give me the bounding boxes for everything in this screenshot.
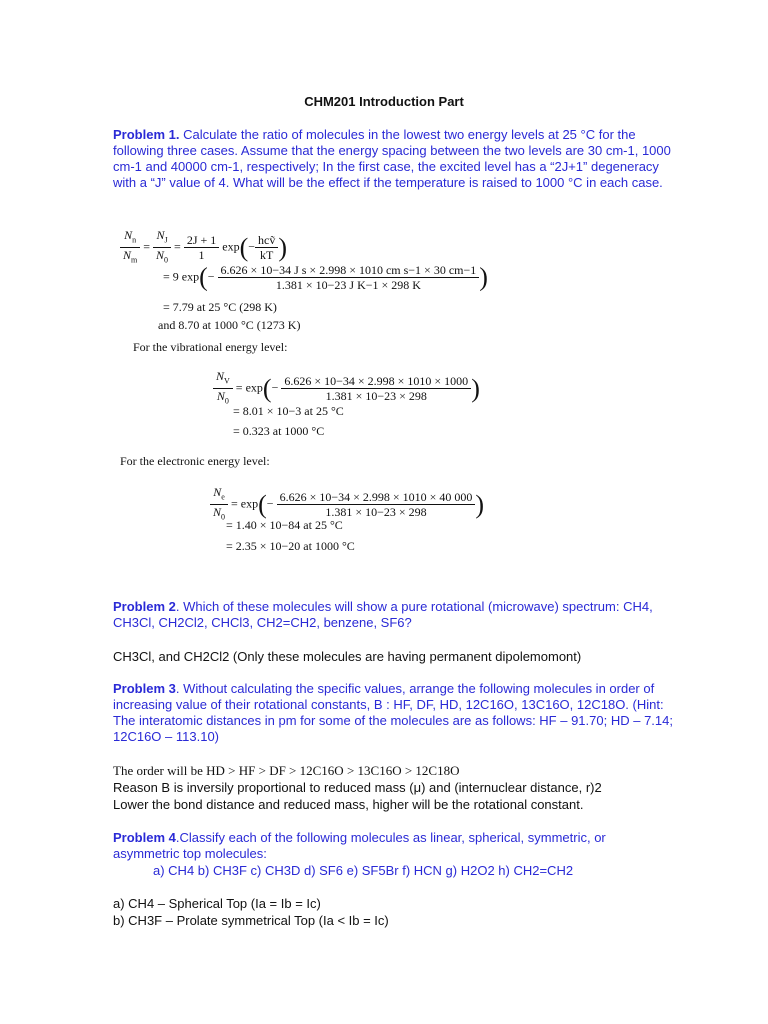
problem-3-reason-1: Reason B is inversily proportional to reduced mass (μ) and (internuclear distance, r)2 xyxy=(113,780,602,795)
problem-1-text: Calculate the ratio of molecules in the lowest two energy levels at 25 °C for the following three cases. Assume that the energy spacing between the two levels are 30 cm-1, 1000 cm-1 and 40000 cm-1, respectively; In the first case, the excited level has a “2J+1” degeneracy with a “J” value of 4. What will be the effect if the temperature is raised to 1000 °C in each case. xyxy=(113,127,671,190)
equation-1-line-1: $\frac{N_n}{N_m}$ = $\frac{N_J}{N_0}$ = $\frac{2J + 1}{1}$ exp(− $\frac{\text{hcṽ}}{kT}$ ) xyxy=(120,228,287,268)
problem-4-text: .Classify each of the following molecules as linear, spherical, symmetric, or asymmetric top molecules: xyxy=(113,830,606,861)
problem-4-list: a) CH4 b) CH3F c) CH3D d) SF6 e) SF5Br f) HCN g) H2O2 h) CH2=CH2 xyxy=(153,863,574,878)
problem-4-answer-a: a) CH4 – Spherical Top (Ia = Ib = Ic) xyxy=(113,896,321,911)
problem-3 xyxy=(113,681,673,745)
problem-2-label: Problem 2 xyxy=(113,599,176,614)
problem-2-answer: CH3Cl, and CH2Cl2 (Only these molecules are having permanent dipolemomont) xyxy=(113,649,582,664)
equation-2-result-1: = 8.01 × 10−3 at 25 °C xyxy=(233,404,344,418)
equation-1-result-1: = 7.79 at 25 °C (298 K) xyxy=(163,300,277,314)
vibrational-label: For the vibrational energy level: xyxy=(133,340,288,354)
page-title: CHM201 Introduction Part xyxy=(304,94,464,109)
equation-1-line-2: = 9 exp(− $\frac{\text{6.626 × 10−34 J s × 2.998 × 1010 cm s−1 × 30 cm−1}}{\text{1.381 × 10−23 J K−1 × 298 K}}$ ) xyxy=(163,262,488,292)
problem-3-reason-2: Lower the bond distance and reduced mass, higher will be the rotational constant. xyxy=(113,797,584,812)
equation-2-result-2: = 0.323 at 1000 °C xyxy=(233,424,325,438)
electronic-label: For the electronic energy level: xyxy=(120,454,270,468)
problem-4-label: Problem 4 xyxy=(113,830,176,845)
problem-3-order: The order will be HD > HF > DF > 12C16O > 13C16O > 12C18O xyxy=(113,763,460,778)
problem-1 xyxy=(113,127,673,191)
equation-3-result-1: = 1.40 × 10−84 at 25 °C xyxy=(226,518,343,532)
problem-4 xyxy=(113,830,673,862)
equation-2: $\frac{N_V}{N_0}$ = exp(− $\frac{6.626 \times 10-34 \times 2.998 \times 1010 \times 1000}{1.381 \times 10-23 \times 298}$ ) xyxy=(213,369,480,409)
equation-3-result-2: = 2.35 × 10−20 at 1000 °C xyxy=(226,539,355,553)
problem-1-label: Problem 1. xyxy=(113,127,180,142)
problem-2-text: . Which of these molecules will show a pure rotational (microwave) spectrum: CH4, CH3Cl, CH2Cl2, CHCl3, CH2=CH2, benzene, SF6? xyxy=(113,599,653,630)
problem-2 xyxy=(113,599,673,631)
equation-1-result-2: and 8.70 at 1000 °C (1273 K) xyxy=(158,318,301,332)
problem-3-text: . Without calculating the specific values, arrange the following molecules in order of increasing value of their rotational constants, B : HF, DF, HD, 12C16O, 13C16O, 12C18O. (Hint: The interatomic distances in pm for some of the molecules are as follows: HF – 91.70; HD – 7.14; 12C16O – 113.10) xyxy=(113,681,673,744)
problem-4-answer-b: b) CH3F – Prolate symmetrical Top (Ia < Ib = Ic) xyxy=(113,913,389,928)
problem-3-label: Problem 3 xyxy=(113,681,176,696)
equation-3: $\frac{N_e}{N_0}$ = exp(− $\frac{6.626 \times 10-34 \times 2.998 \times 1010 \times 40 000}{1.381 \times 10-23 \times 298}$ ) xyxy=(210,485,484,525)
